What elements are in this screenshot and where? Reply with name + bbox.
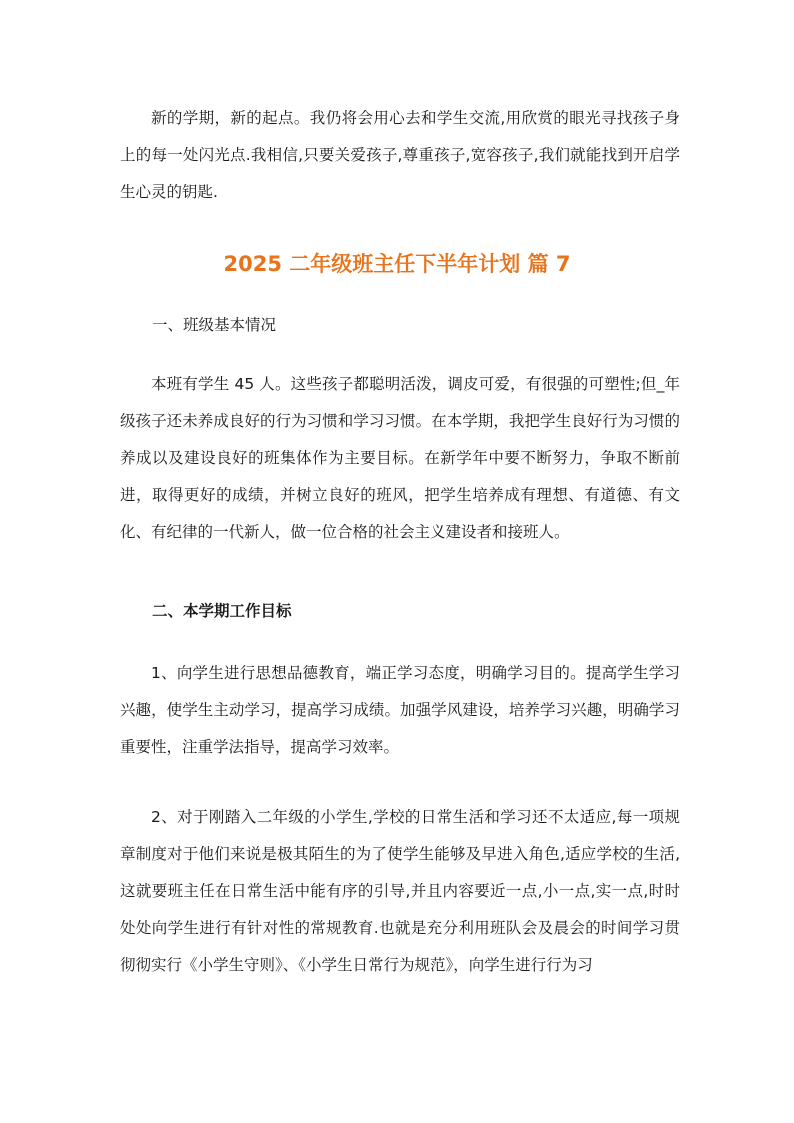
goal-1-paragraph: 1、向学生进行思想品德教育，端正学习态度，明确学习目的。提高学生学习兴趣，使学生主动学习，提高学习成绩。加强学风建设，培养学习兴趣，明确学习重要性，注重学法指导，提高学习效率。: [120, 664, 680, 756]
class-info-paragraph: 本班有学生 45 人。这些孩子都聪明活泼，调皮可爱，有很强的可塑性;但_年级孩子还未养成良好的行为习惯和学习习惯。在本学期，我把学生良好行为习惯的养成以及建设良好的班集体作为主要目标。在新学年中要不断努力，争取不断前进，取得更好的成绩，并树立良好的班风，把学生培养成有理想、有道德、有文化、有纪律的一代新人，做一位合格的社会主义建设者和接班人。: [120, 375, 680, 541]
goal-2-paragraph: 2、对于刚踏入二年级的小学生,学校的日常生活和学习还不太适应,每一项规章制度对于他们来说是极其陌生的为了使学生能够及早进入角色,适应学校的生活,这就要班主任在日常生活中能有序的引导,并且内容要近一点,小一点,实一点,时时处处向学生进行有针对性的常规教育.也就是充分利用班队会及晨会的时间学习贯彻彻实行《小学生守则》、《小学生日常行为规范》，向学生进行行为习: [120, 808, 680, 974]
intro-paragraph: 新的学期，新的起点。我仍将会用心去和学生交流,用欣赏的眼光寻找孩子身上的每一处闪光点.我相信,只要关爱孩子,尊重孩子,宽容孩子,我们就能找到开启学生心灵的钥匙.: [120, 109, 680, 201]
page-title: 2025 二年级班主任下半年计划 篇 7: [223, 252, 571, 276]
section-title-basic-info: 一、班级基本情况: [152, 316, 277, 334]
section-title-goals: 二、本学期工作目标: [152, 602, 292, 620]
